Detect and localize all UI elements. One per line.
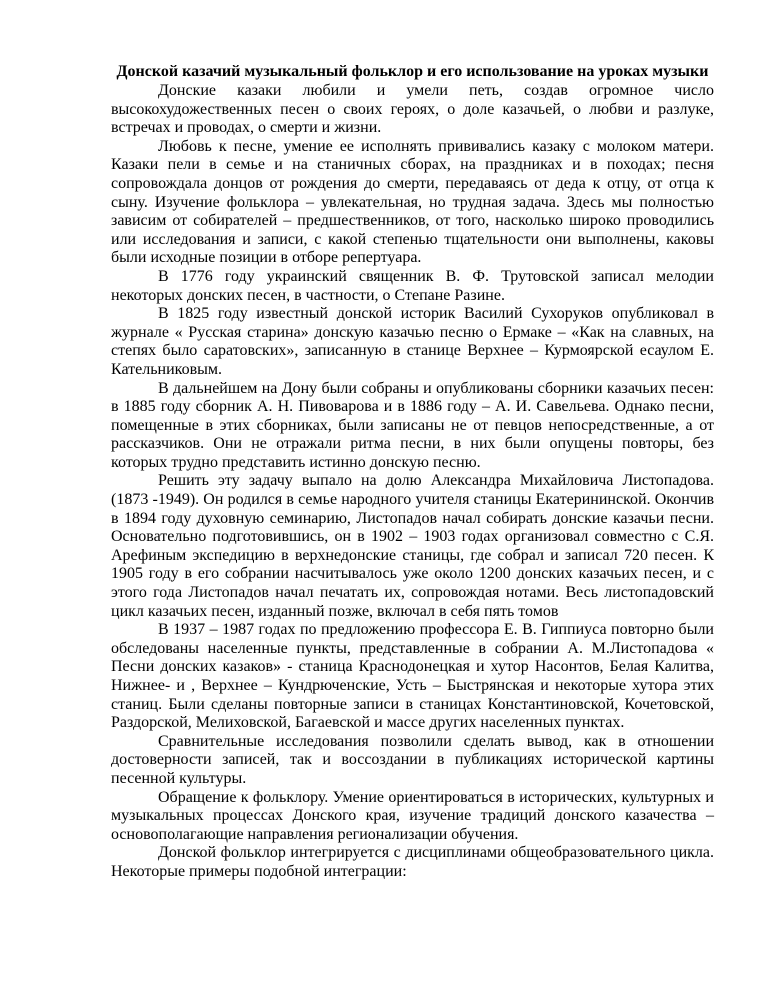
paragraph-8: Сравнительные исследования позволили сделать вывод, как в отношении достоверности записей, так и воссоздании в публикациях исторической картины песенной культуры. xyxy=(111,732,714,787)
document-page xyxy=(111,63,714,882)
document-title: Донской казачий музыкальный фольклор и его использование на уроках музыки xyxy=(116,63,709,80)
paragraph-10: Донской фольклор интегрируется с дисциплинами общеобразовательного цикла. Некоторые примеры подобной интеграции: xyxy=(111,844,714,880)
paragraph-6: Решить эту задачу выпало на долю Александра Михайловича Листопадова. (1873 -1949). Он родился в семье народного учителя станицы Екатерининской. Окончив в 1894 году духовную семинарию, Листопадов начал собирать донские казачьи песни. Основательно подготовившись, он в 1902 – 1903 годах организовал совместно с С.Я. Арефиным экспедицию в верхнедонские станицы, где собрал и записал 720 песен. К 1905 году в его собрании насчитывалось уже около 1200 донских казачьих песен, и с этого года Листопадов начал печатать их, сопровождая нотами. Весь листопадовский цикл казачьих песен, изданный позже, включал в себя пять томов xyxy=(111,472,714,620)
paragraph-2: Любовь к песне, умение ее исполнять прививались казаку с молоком матери. Казаки пели в семье и на станичных сборах, на праздниках и в походах; песня сопровождала донцов от рождения до смерти, передаваясь от деда к отцу, от отца к сыну. Изучение фольклора – увлекательная, но трудная задача. Здесь мы полностью зависим от собирателей – предшественников, от того, насколько широко проводились или исследования и записи, с какой степенью тщательности они выполнены, каковы были исходные позиции в отборе репертуара. xyxy=(111,137,714,267)
paragraph-7: В 1937 – 1987 годах по предложению профессора Е. В. Гиппиуса повторно были обследованы населенные пункты, представленные в собрании А. М.Листопадова « Песни донских казаков» - станица Краснодонецкая и хутор Насонтов, Белая Калитва, Нижнее- и , Верхнее – Кундрюченские, Усть – Быстрянская и некоторые хутора этих станиц. Были сделаны повторные записи в станицах Константиновской, Кочетовской, Раздорской, Мелиховской, Багаевской и массе других населенных пунктах. xyxy=(111,621,714,732)
paragraph-4: В 1825 году известный донской историк Василий Сухоруков опубликовал в журнале « Русская старина» донскую казачью песню о Ермаке – «Как на славных, на степях было саратовских», записанную в станице Верхнее – Курмоярской есаулом Е. Кательниковым. xyxy=(111,305,714,378)
paragraph-3: В 1776 году украинский священник В. Ф. Трутовской записал мелодии некоторых донских песен, в частности, о Степане Разине. xyxy=(111,267,714,304)
paragraph-9: Обращение к фольклору. Умение ориентироваться в исторических, культурных и музыкальных процессах Донского края, изучение традиций донского казачества – основополагающие направления регионализации обучения. xyxy=(111,788,714,843)
paragraph-5: В дальнейшем на Дону были собраны и опубликованы сборники казачьих песен: в 1885 году сборник А. Н. Пивоварова и в 1886 году – А. И. Савельева. Однако песни, помещенные в этих сборниках, были записаны не от певцов непосредственные, а от рассказчиков. Они не отражали ритма песни, в них были опущены повторы, без которых трудно представить истинно донскую песню. xyxy=(111,379,714,471)
paragraph-1: Донские казаки любили и умели петь, создав огромное число высокохудожественных песен о своих героях, о доле казачьей, о любви и разлуке, встречах и проводах, о смерти и жизни. xyxy=(111,82,714,137)
